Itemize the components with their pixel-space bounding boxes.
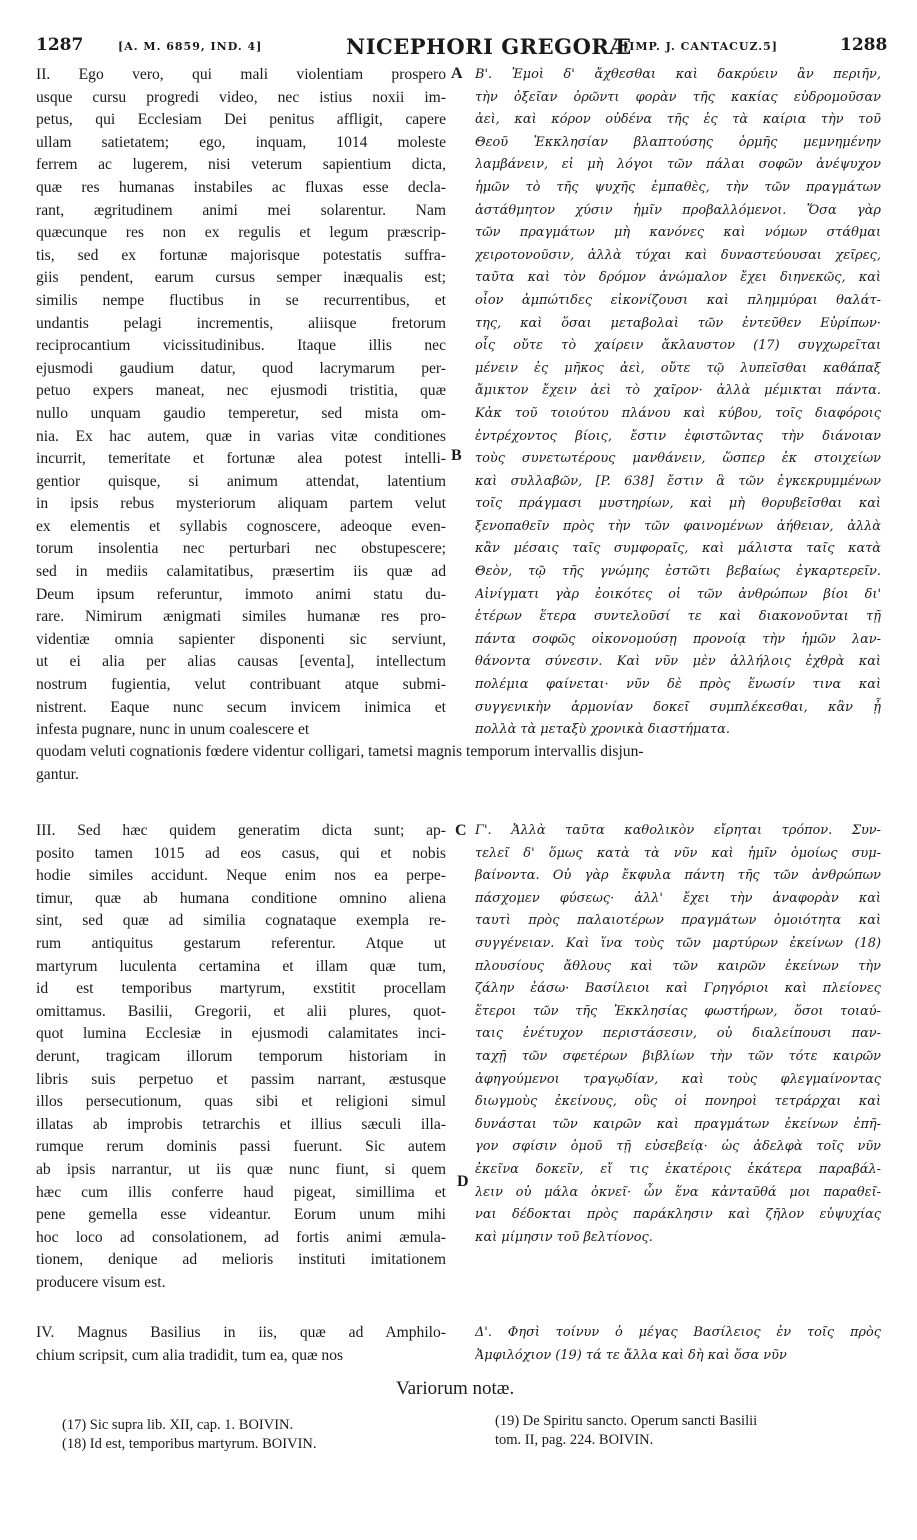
text-line: rum antiquitus gestarum referentur. Atque ut [36, 934, 446, 952]
margin-marker-a: A [451, 65, 463, 82]
text-line: ἑτέρων ἕτερα συντελοῦσί τε καὶ διακονοῦνται τῇ [475, 609, 881, 625]
footnote-19: (19) De Spiritu sancto. Operum sancti Basilii [495, 1413, 758, 1429]
text-line: quæcunque res non ex regulis et legum præscrip- [36, 224, 446, 242]
text-line: τοῖς πράγμασι μυστηρίων, καὶ μὴ θορυβεῖσθαι καὶ [475, 496, 881, 512]
text-line: πάσχομεν φύσεως· ἀλλ' ἔχει τὴν ἀναφορὰν καὶ [475, 890, 881, 906]
text-line: quæ res humanas instabiles ac fluxas esse decla- [36, 178, 446, 196]
greek-paragraph-2 [475, 64, 881, 742]
text-line: ut ei alia per alias causas [eventa], intellectum [36, 653, 446, 671]
text-line: II. Ego vero, qui mali violentiam prospero [36, 66, 446, 83]
text-line: ἀστάθμητον χύσιν ἡμῖν προβαλλόμενοι. Ὅσα γὰρ [475, 202, 881, 218]
text-line: videntiæ omnia sapienter disponenti sic serviunt, [36, 630, 446, 648]
text-line: sint, sed quæ ad similia cognataque exempla re- [36, 912, 446, 930]
footnote-19-continued: tom. II, pag. 224. BOIVIN. [495, 1432, 654, 1448]
text-line: Αἰνίγματι γὰρ ἐοικότες οἱ τῶν ἀνθρώπων βίοι δι' [475, 586, 881, 602]
text-line: hodie similes accidunt. Neque enim nos ea perpe- [36, 867, 446, 885]
text-line: tis, sed ex fortunæ majorisque potestatis suffra- [36, 246, 446, 264]
text-line: reciprocantium vicissitudinibus. Itaque illis nec [36, 337, 446, 355]
text-line: Deum ipsum referuntur, immoto animi statu du- [36, 585, 446, 603]
text-line: similis nempe fluctibus in se recurrentibus, et [36, 291, 446, 309]
text-line: pene gemella esse videantur. Eorum unum mihi [36, 1206, 446, 1224]
text-line: IV. Magnus Basilius in iis, quæ ad Amphilo- [36, 1324, 446, 1341]
text-line: martyrum luculenta certamina et illam quæ tum, [36, 957, 446, 975]
text-line: usque cursu progredi video, nec istius noxii im- [36, 88, 446, 106]
text-line: ex elementis et syllabis cognoscere, adeoque even- [36, 517, 446, 535]
latin-paragraph-4 [36, 1322, 446, 1367]
text-line: Β'. Ἐμοὶ δ' ἄχθεσθαι καὶ δακρύειν ἂν περιῆν, [475, 67, 881, 82]
text-line: ἀφηγούμενοι τραγῳδίαν, καὶ τοὺς φλεγμαίνοντας [475, 1071, 881, 1087]
text-line: καὶ συλλαβῶν, [P. 638] ἔστιν ἃ τῶν ἐγκεκρυμμένων [475, 473, 881, 489]
text-line: tionem, denique ad melioris instituti imitationem [36, 1251, 446, 1269]
text-line: χειροτονοῦσιν, ἀλλὰ τύχαι καὶ δυναστεύουσαι χεῖρες, [475, 247, 881, 263]
text-line: της, καὶ ὅσαι μεταβολαὶ τῶν ἐντεῦθεν Εὐρίπων· [475, 315, 881, 331]
text-line: τὴν ὀξεῖαν ὁρῶντι φορὰν τῆς κακίας εὐδρομοῦσαν [475, 89, 881, 105]
text-line: ἐντρέχοντος βίοις, ἔστιν ἐφιστῶντας τὴν διάνοιαν [475, 428, 881, 444]
greek-paragraph-3 [475, 820, 881, 1249]
text-line: τοὺς συνετωτέρους μανθάνειν, ὥσπερ ἐκ στοιχείων [475, 451, 881, 467]
text-line: οἷον ἀμπώτιδες εἰκονίζουσι καὶ πλημμύραι θαλάτ- [475, 292, 881, 308]
footnote-18: (18) Id est, temporibus martyrum. BOIVIN. [62, 1436, 317, 1452]
text-line: petuo expers maneat, nec ejusmodi tristitia, quæ [36, 382, 446, 400]
text-line: Θεὸν, τῷ τῆς γνώμης ἑστῶτι βεβαίως ἐγκαρτερεῖν. [475, 564, 881, 580]
text-line: sed in mediis calamitatibus, præsertim iis quæ ad [36, 563, 446, 581]
text-line: nistrent. Eaque nunc secum invicem inimica et [36, 698, 446, 716]
text-line: giis pendent, earum cursus semper inæqualis est; [36, 269, 446, 287]
text-line: γον σφίσιν ὁμοῦ τῇ εὐσεβείᾳ· ὡς ἀδελφὰ τοῖς νῦν [475, 1139, 881, 1155]
text-line: οἷς οὔτε τὸ χαίρειν ἄκλαυστον (17) συγχωρεῖται [475, 338, 881, 354]
text-line: id est temporibus martyrum, exstitit procellam [36, 980, 446, 998]
text-line: ἕτεροι τῶν τῆς Ἐκκλησίας φωστήρων, ὅσοι τοιαύ- [475, 1003, 881, 1019]
text-line: τελεῖ δ' ὅμως κατὰ τὰ νῦν καὶ ἡμῖν ὁμοίως συμ- [475, 845, 881, 861]
text-line: ἀεὶ, καὶ κόρον οὐδένα τῆς ἐς τὰ καίρια τὴν τοῦ [475, 112, 881, 128]
text-line: quot lumina Ecclesiæ in ejusmodi calamitates inci- [36, 1025, 446, 1043]
text-line: ullam satietatem; ego, inquam, 1014 moleste [36, 133, 446, 151]
right-header-reference: [IMP. J. CANTACUZ.5] [623, 40, 778, 53]
text-line: ταις ἐνέτυχον περιστάσεσιν, οὐ διαλείπουσι παν- [475, 1026, 881, 1042]
latin-spanning-line: quodam veluti cognationis fœdere videntur colligari, tametsi magnis temporum intervallis disjun- [36, 743, 644, 760]
text-line: rare. Nimirum ænigmati similes humanæ res pro- [36, 608, 446, 626]
margin-marker-b: B [451, 447, 462, 464]
text-line: hæc cum illis conferre haud pigeat, simillima et [36, 1183, 446, 1201]
text-line: illatas ab improbis tetrarchis et illius sæculi illa- [36, 1115, 446, 1133]
text-line: undantis pelagi incrementis, aliisque fretorum [36, 314, 446, 332]
text-line: Κἀκ τοῦ τοιούτου πλάνου καὶ κύβου, τοῖς διαφόροις [475, 405, 881, 421]
text-line: torum insolentia nec perturbari nec obstupescere; [36, 540, 446, 558]
text-line: διωγμοὺς ἐκείνους, οὓς οἱ πονηροὶ τετράρχαι καὶ [475, 1094, 881, 1110]
text-line: συγγενικὴν ἁρμονίαν δοκεῖ συμπλέκεσθαι, κἂν ᾖ [475, 699, 881, 715]
text-line: πάντα σοφῶς οἰκονομούσῃ προνοίᾳ τὴν ἡμῶν λαν- [475, 631, 881, 647]
text-line: derunt, tragicam illorum temporum historiam in [36, 1047, 446, 1065]
notes-heading: Variorum notæ. [396, 1378, 515, 1399]
text-line: Θεοῦ Ἐκκλησίαν βλαπτούσης ὁρμῆς μεμνημένην [475, 134, 881, 150]
text-line: πλουσίους ἄθλους καὶ τῶν καιρῶν ἐκείνων τὴν [475, 958, 881, 974]
text-line: Δ'. Φησὶ τοίνυν ὁ μέγας Βασίλειος ἐν τοῖς πρὸς [475, 1325, 881, 1340]
right-page-number: 1288 [840, 35, 888, 55]
margin-marker-d: D [457, 1173, 469, 1190]
text-line: gentior quisque, si animum attendat, latentium [36, 472, 446, 490]
text-line: κἂν μέσαις ταῖς συμφοραῖς, καὶ μάλιστα ταῖς κατὰ [475, 541, 881, 557]
text-line: ejusmodi gaudium datur, quod lacrymarum per- [36, 359, 446, 377]
text-line: libris suis perpetuo et passim narrant, æstusque [36, 1070, 446, 1088]
text-line: nullo unquam gaudio temperetur, sed mista om- [36, 404, 446, 422]
text-line: timur, quæ ab humana conditione omnino aliena [36, 889, 446, 907]
text-line: III. Sed hæc quidem generatim dicta sunt; ap- [36, 822, 446, 839]
left-header-reference: [A. M. 6859, IND. 4] [118, 40, 263, 53]
text-line: illos persecutionum, quas sibi et religioni simul [36, 1093, 446, 1111]
latin-paragraph-2 [36, 64, 446, 742]
latin-spanning-line-end: gantur. [36, 766, 79, 783]
text-line: Ἀμφιλόχιον (19) τά τε ἄλλα καὶ δὴ καὶ ὅσα νῦν [475, 1347, 787, 1363]
text-line: ab ipsis narrantur, ut iis quæ nunc fiunt, si quem [36, 1160, 446, 1178]
text-line: τῶν πραγμάτων μὴ κανόνες καὶ νόμων στάθμαι [475, 225, 881, 241]
text-line: ζάλην ἐάσω· Βασίλειοι καὶ Γρηγόριοι καὶ πλείονες [475, 981, 881, 997]
text-line: rant, ægritudinem animi mei solarentur. Nam [36, 201, 446, 219]
text-line: ταῦτα καὶ τὸν δρόμον ἀνώμαλον ἔχει διηνεκῶς, καὶ [475, 270, 881, 286]
text-line: συγγένειαν. Καὶ ἵνα τοὺς τῶν μαρτύρων ἐκείνων (18) [475, 935, 881, 951]
text-line: incurrit, temeritate et fortunæ alea potest intelli- [36, 450, 446, 468]
text-line: hoc loco ad consolationem, ad fortis animi æmula- [36, 1228, 446, 1246]
text-line: λαμβάνειν, εἰ μὴ λόγοι τῶν πάλαι σοφῶν ἀνέψυχον [475, 157, 881, 173]
text-line: infesta pugnare, nunc in unum coalescere et [36, 721, 310, 739]
greek-paragraph-4 [475, 1322, 881, 1367]
text-line: producere visum est. [36, 1273, 166, 1291]
page-title: NICEPHORI GREGORÆ [346, 34, 632, 59]
text-line: ταχῇ τῶν σφετέρων βιβλίων τὴν τῶν τότε καιρῶν [475, 1048, 881, 1064]
text-line: rumque rerum dominis passi fuerunt. Sic autem [36, 1138, 446, 1156]
text-line: μένειν ἐς μῆκος ἀεὶ, οὔτε τῷ λυπεῖσθαι καθάπαξ [475, 360, 881, 376]
margin-marker-c: C [455, 822, 467, 839]
text-line: λειν οὐ μάλα ὀκνεῖ· ὧν ἕνα κἀνταῦθά μοι παραθεῖ- [475, 1184, 881, 1200]
text-line: nostrum fugientia, velut contribuant atque submi- [36, 676, 446, 694]
text-line: ἐκεῖνα δοκεῖν, εἴ τις ἑκατέροις ἑκάτερα παραβάλ- [475, 1161, 881, 1177]
text-line: βαίνοντα. Οὐ γὰρ ἔκφυλα πάντη τῆς τῶν ἀνθρώπων [475, 868, 881, 884]
text-line: ἄμικτον ἔχειν ἀεὶ τὸ χαῖρον· ἀλλὰ μέμικται πάντα. [475, 383, 881, 399]
text-line: Γ'. Ἀλλὰ ταῦτα καθολικὸν εἴρηται τρόπον. Συν- [475, 823, 881, 838]
text-line: petus, qui Ecclesiam Dei penitus affligit, capere [36, 111, 446, 129]
text-line: πολέμια φαίνεται· νῦν δὲ πρὸς ἕνωσίν τινα καὶ [475, 677, 881, 693]
text-line: ταυτὶ πρὸς παλαιοτέρων πραγμάτων ὁμοιότητα καὶ [475, 913, 881, 929]
text-line: posito tamen 1015 ad eos casus, qui et nobis [36, 844, 446, 862]
text-line: ναι δέδοκται πρὸς παράκλησιν καὶ ζῆλον εὐψυχίας [475, 1207, 881, 1223]
footnote-17: (17) Sic supra lib. XII, cap. 1. BOIVIN. [62, 1417, 294, 1433]
text-line: δυνάσται τῶν καιρῶν καὶ πραγμάτων ἐκείνων ἐπῆ- [475, 1116, 881, 1132]
text-line: θάνοντα σύνεσιν. Καὶ νῦν μὲν ἀλλήλοις ἐχθρὰ καὶ [475, 654, 881, 670]
latin-paragraph-3 [36, 820, 446, 1294]
text-line: καὶ μίμησιν τοῦ βελτίονος. [475, 1229, 653, 1245]
text-line: nia. Ex hac autem, quæ in varias vitæ conditiones [36, 427, 446, 445]
text-line: ferrem ac lugerem, nisi veterum sapientium dicta, [36, 156, 446, 174]
text-line: in ipsis rebus mysteriorum aliquam partem velut [36, 495, 446, 513]
text-line: chium scripsit, cum alia tradidit, tum ea, quæ nos [36, 1346, 344, 1364]
text-line: ξενοπαθεῖν πρὸς τὴν τῶν φαινομένων ἀήθειαν, ἀλλὰ [475, 518, 881, 534]
left-page-number: 1287 [36, 35, 84, 55]
text-line: omittamus. Basilii, Gregorii, et alii plures, quot- [36, 1002, 446, 1020]
text-line: πολλὰ τὰ μεταξὺ χρονικὰ διαστήματα. [475, 722, 730, 738]
text-line: ἡμῶν τὸ τῆς ψυχῆς ἐμπαθὲς, τὴν τῶν πραγμάτων [475, 179, 881, 195]
